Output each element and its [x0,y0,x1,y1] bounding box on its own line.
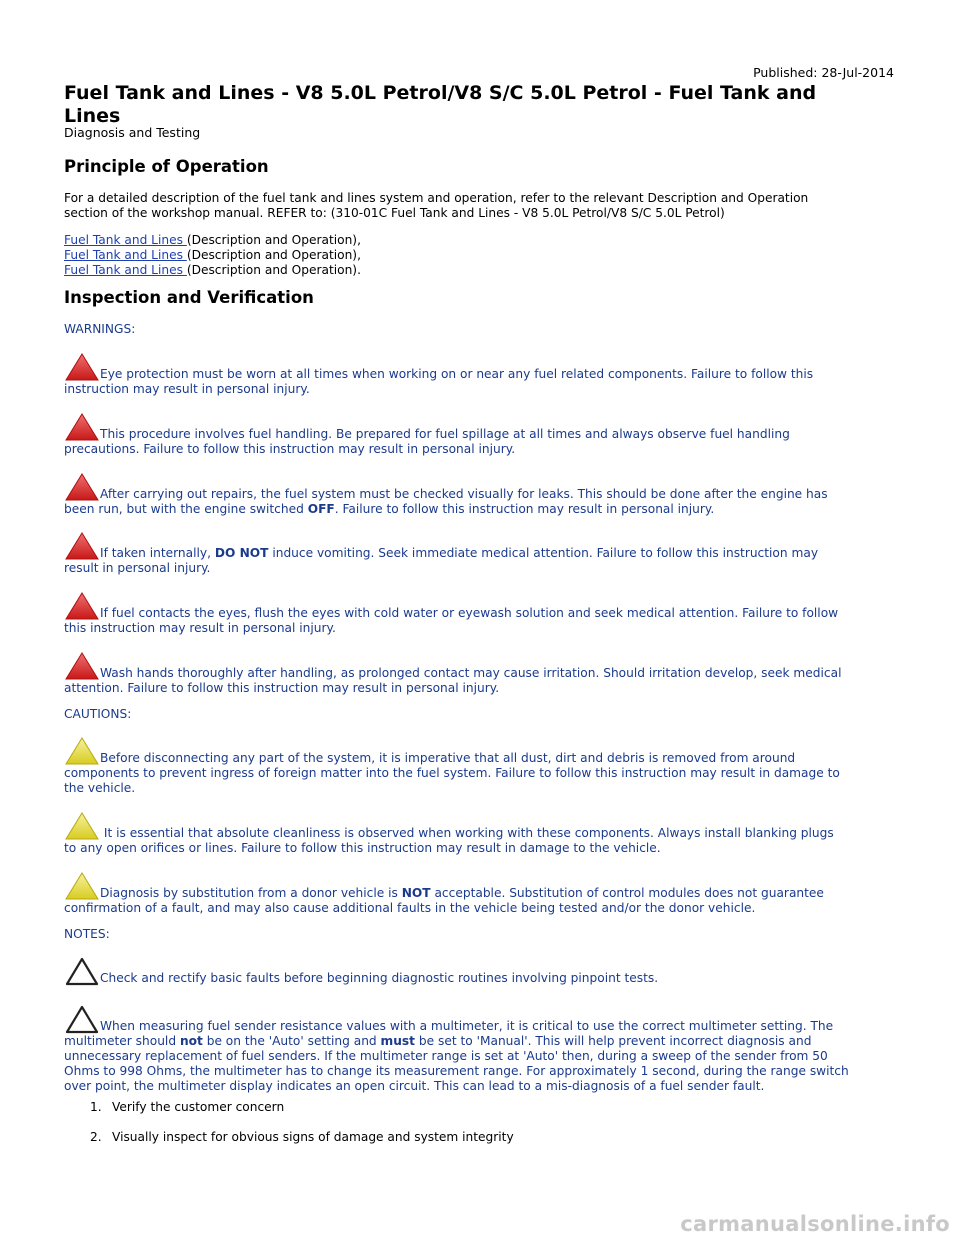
step-2: 2. Visually inspect for obvious signs of damage and system integrity [90,1130,514,1144]
reference-links: Fuel Tank and Lines (Description and Operation), Fuel Tank and Lines (Description and Operation), Fuel Tank and Lines (Description and Operation). [64,233,361,277]
caution-3: Diagnosis by substitution from a donor vehicle is NOT acceptable. Substitution of control modules does not guarantee confirmation of a fault, and may also cause additional faults in the vehicle being tested and/or the donor vehicle. [64,871,894,916]
warning-6: Wash hands thoroughly after handling, as prolonged contact may cause irritation. Should irritation develop, seek medical attention. Failure to follow this instruction may result in personal injury. [64,651,894,696]
warning-triangle-icon [64,651,100,681]
note-2: When measuring fuel sender resistance values with a multimeter, it is critical to use the correct multimeter setting. The multimeter should not be on the 'Auto' setting and must be set to 'Manual'. This will help prevent incorrect diagnosis and unnecessary replacement of fuel senders. If the multimeter range is set at 'Auto' then, during a sweep of the sender from 50 Ohms to 998 Ohms, the multimeter has to change its measurement range. For approximately 1 second, during the range switch over point, the multimeter display indicates an open circuit. This can lead to a mis-diagnosis of a fuel sender fault. [64,1004,894,1094]
warning-1: Eye protection must be worn at all times when working on or near any fuel related components. Failure to follow this instruction may result in personal injury. [64,352,894,397]
caution-2: It is essential that absolute cleanliness is observed when working with these components. Always install blanking plugs to any open orifices or lines. Failure to follow this instruction may result in damage to the vehicle. [64,811,894,856]
warning-4: If taken internally, DO NOT induce vomiting. Seek immediate medical attention. Failure to follow this instruction may result in personal injury. [64,531,894,576]
notes-label: NOTES: [64,927,110,941]
caution-triangle-icon [64,736,100,766]
caution-triangle-icon [64,871,100,901]
link-fuel-tank-1[interactable]: Fuel Tank and Lines [64,233,187,247]
watermark: carmanualsonline.info [680,1212,950,1236]
page-title: Fuel Tank and Lines - V8 5.0L Petrol/V8 S/C 5.0L Petrol - Fuel Tank and Lines [64,82,817,127]
caution-triangle-icon [64,811,100,841]
step-1: 1. Verify the customer concern [90,1100,285,1114]
warning-triangle-icon [64,472,100,502]
published-date: Published: 28-Jul-2014 [753,65,894,80]
warning-triangle-icon [64,531,100,561]
warning-triangle-icon [64,412,100,442]
principle-text: For a detailed description of the fuel tank and lines system and operation, refer to the relevant Description and Operation section of the workshop manual. REFER to: (310-01C Fuel Tank and Lines - V8 5.0L Petrol/V8 S/C 5.0L Petrol) [64,191,809,220]
note-triangle-icon [64,1004,100,1034]
link-fuel-tank-3[interactable]: Fuel Tank and Lines [64,263,187,277]
link-fuel-tank-2[interactable]: Fuel Tank and Lines [64,248,187,262]
cautions-label: CAUTIONS: [64,707,132,721]
heading-principle: Principle of Operation [64,157,269,176]
warning-3: After carrying out repairs, the fuel system must be checked visually for leaks. This should be done after the engine has been run, but with the engine switched OFF. Failure to follow this instruction may result in personal injury. [64,472,894,517]
warning-triangle-icon [64,591,100,621]
warning-2: This procedure involves fuel handling. Be prepared for fuel spillage at all times and always observe fuel handling precautions. Failure to follow this instruction may result in personal injury. [64,412,894,457]
page-subtitle: Diagnosis and Testing [64,125,201,140]
caution-1: Before disconnecting any part of the system, it is imperative that all dust, dirt and debris is removed from around components to prevent ingress of foreign matter into the fuel system. Failure to follow this instruction may result in damage to the vehicle. [64,736,894,796]
heading-inspection: Inspection and Verification [64,288,314,307]
warnings-label: WARNINGS: [64,322,136,336]
warning-triangle-icon [64,352,100,382]
note-triangle-icon [64,956,100,986]
note-1: Check and rectify basic faults before beginning diagnostic routines involving pinpoint tests. [64,956,894,986]
warning-5: If fuel contacts the eyes, flush the eyes with cold water or eyewash solution and seek medical attention. Failure to follow this instruction may result in personal injury. [64,591,894,636]
